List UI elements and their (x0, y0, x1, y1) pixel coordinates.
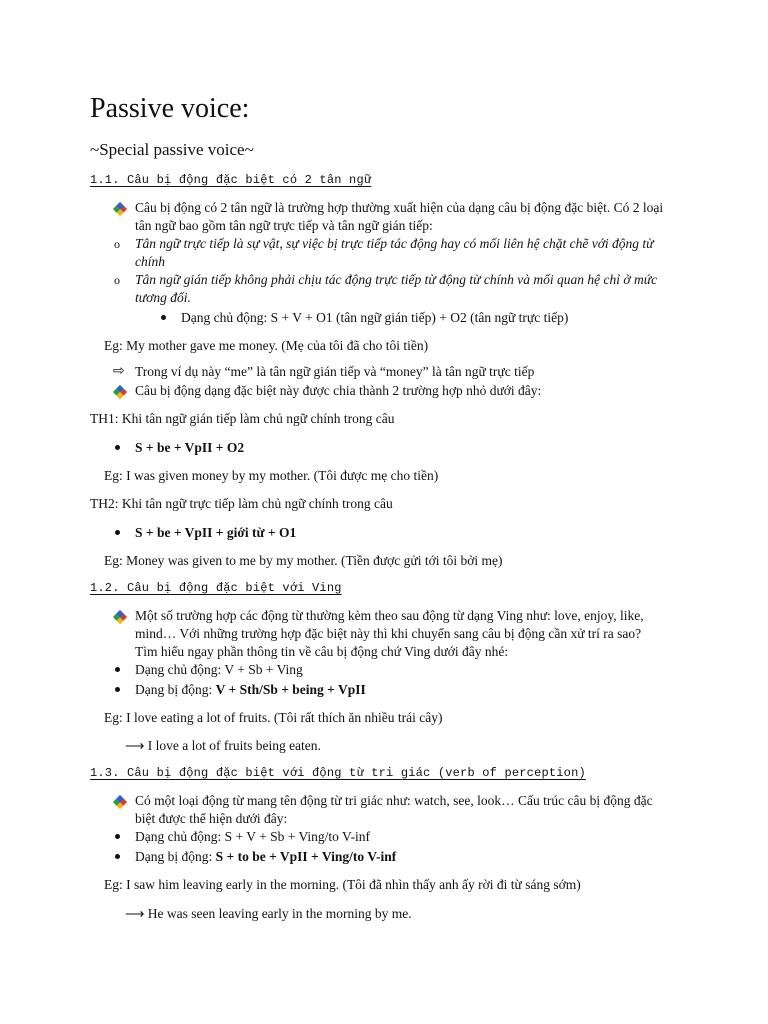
diamond-bullet-icon (113, 385, 127, 399)
bullet-dot-icon (115, 667, 120, 672)
arrow-bullet-icon: ⇨ (113, 364, 125, 379)
bullet-dot-icon (161, 315, 166, 320)
s1-case2-example: Eg: Money was given to me by my mother. (Tiền được gửi tới tôi bởi mẹ) (104, 553, 503, 568)
s3-passive-formula: S + to be + VpII + Ving/to V-inf (215, 849, 397, 864)
s1-note1: Trong ví dụ này “me” là tân ngữ gián tiếp và “money” là tân ngữ trực tiếp (135, 364, 535, 379)
s3-result: ⟶ He was seen leaving early in the morning by me. (125, 906, 412, 921)
s2-passive-formula: V + Sth/Sb + being + VpII (215, 682, 366, 697)
s2-active-form: Dạng chủ động: V + Sb + Ving (135, 662, 303, 677)
diamond-bullet-icon (113, 202, 127, 216)
section-heading-1-2: 1.2. Câu bị động đặc biệt với Ving (90, 581, 342, 595)
s1-case2-formula: S + be + VpII + giới từ + O1 (135, 525, 297, 540)
page-title: Passive voice: (90, 93, 250, 124)
page-subtitle: ~Special passive voice~ (90, 140, 254, 159)
s1-intro-line2: tân ngữ bao gồm tân ngữ trực tiếp và tân ngữ gián tiếp: (135, 218, 433, 233)
bullet-dot-icon (115, 445, 120, 450)
s3-example: Eg: I saw him leaving early in the morning. (Tôi đã nhìn thấy anh ấy rời đi từ sáng sớm) (104, 877, 581, 892)
s2-result: ⟶ I love a lot of fruits being eaten. (125, 738, 321, 753)
s1-case2: TH2: Khi tân ngữ trực tiếp làm chủ ngữ chính trong câu (90, 496, 393, 511)
s1-indirect-object-line2: tương đối. (135, 290, 191, 305)
s2-intro-line2: mind… Với những trường hợp đặc biệt này thì khi chuyển sang câu bị động cần xử trí ra sao? (135, 626, 642, 641)
s3-intro-line1: Có một loại động từ mang tên động từ tri giác như: watch, see, look… Cấu trúc câu bị động đặc (135, 793, 653, 808)
circle-bullet-icon: o (114, 273, 120, 287)
s1-direct-object-line1: Tân ngữ trực tiếp là sự vật, sự việc bị trực tiếp tác động hay có mối liên hệ chặt chẽ với động từ (135, 236, 654, 251)
s1-active-form: Dạng chủ động: S + V + O1 (tân ngữ gián tiếp) + O2 (tân ngữ trực tiếp) (181, 310, 569, 325)
s2-passive-label: Dạng bị động: (135, 682, 216, 697)
bullet-dot-icon (115, 687, 120, 692)
s2-example: Eg: I love eating a lot of fruits. (Tôi rất thích ăn nhiều trái cây) (104, 710, 443, 725)
circle-bullet-icon: o (114, 237, 120, 251)
bullet-dot-icon (115, 530, 120, 535)
s1-direct-object-line2: chính (135, 254, 165, 269)
section-heading-1-3: 1.3. Câu bị động đặc biệt với động từ tri giác (verb of perception) (90, 766, 586, 780)
s1-indirect-object-line1: Tân ngữ gián tiếp không phải chịu tác động trực tiếp từ động từ chính và mối quan hệ chỉ ở mức (135, 272, 658, 287)
diamond-bullet-icon (113, 610, 127, 624)
s3-intro-line2: biệt được thể hiện dưới đây: (135, 811, 288, 826)
s1-case1: TH1: Khi tân ngữ gián tiếp làm chủ ngữ chính trong câu (90, 411, 395, 426)
s2-passive-form (135, 681, 366, 699)
s2-intro-line1: Một số trường hợp các động từ thường kèm theo sau động từ dạng Ving như: love, enjoy, like, (135, 608, 644, 623)
s1-note2: Câu bị động dạng đặc biệt này được chia thành 2 trường hợp nhỏ dưới đây: (135, 383, 542, 398)
s1-intro-line1: Câu bị động có 2 tân ngữ là trường hợp thường xuất hiện của dạng câu bị động đặc biệt. Có 2 loại (135, 200, 664, 215)
s3-passive-label: Dạng bị động: (135, 849, 216, 864)
s3-passive-form (135, 848, 396, 866)
s1-case1-example: Eg: I was given money by my mother. (Tôi được mẹ cho tiền) (104, 468, 439, 483)
s1-case1-formula: S + be + VpII + O2 (135, 440, 245, 455)
bullet-dot-icon (115, 834, 120, 839)
s2-intro-line3: Tìm hiểu ngay phần thông tin về câu bị động chứ Ving dưới đây nhé: (135, 644, 509, 659)
bullet-dot-icon (115, 854, 120, 859)
s3-active-form: Dạng chủ động: S + V + Sb + Ving/to V-inf (135, 829, 371, 844)
section-heading-1-1: 1.1. Câu bị động đặc biệt có 2 tân ngữ (90, 173, 372, 187)
s1-example: Eg: My mother gave me money. (Mẹ của tôi đã cho tôi tiền) (104, 338, 429, 353)
diamond-bullet-icon (113, 795, 127, 809)
